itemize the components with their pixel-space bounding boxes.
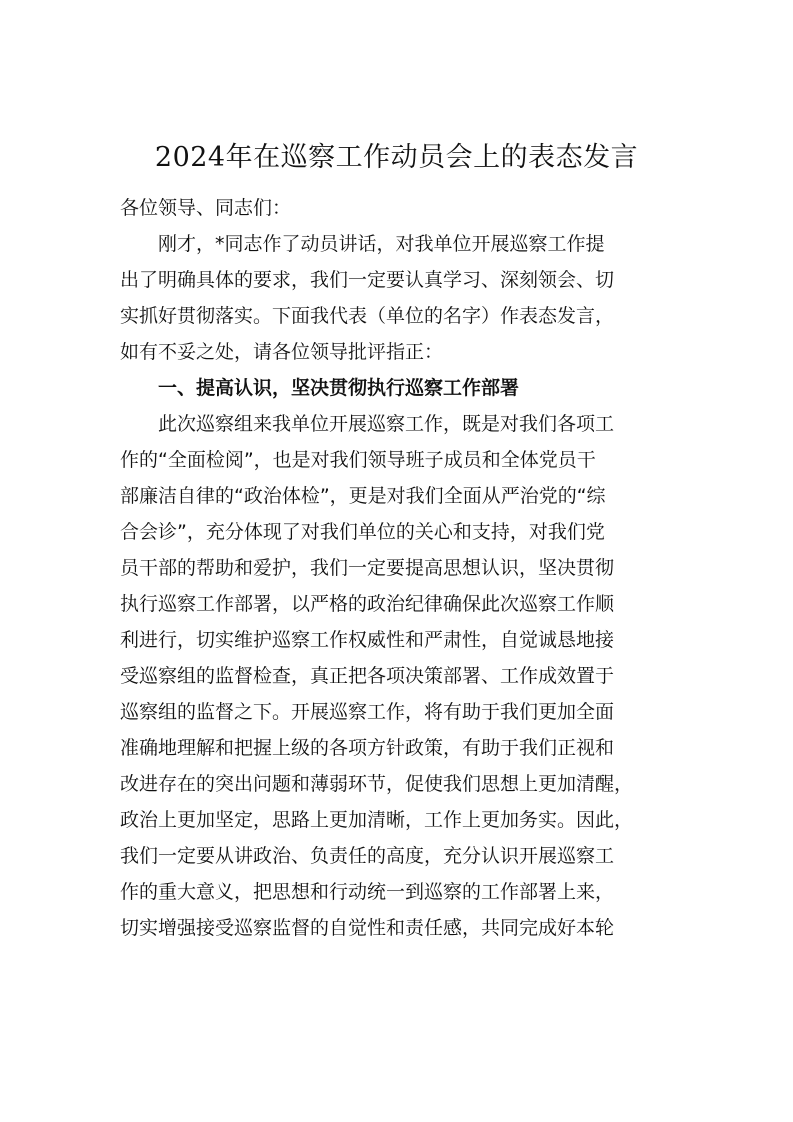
section1-line: 我们一定要从讲政治、负责任的高度，充分认识开展巡察工 (120, 845, 615, 867)
section1-line: 切实增强接受巡察监督的自觉性和责任感，共同完成好本轮 (120, 917, 615, 939)
section1-line: 员干部的帮助和爱护，我们一定要提高思想认识，坚决贯彻 (120, 557, 615, 579)
section1-line: 准确地理解和把握上级的各项方针政策，有助于我们正视和 (120, 737, 615, 759)
intro-line: 刚才，*同志作了动员讲话，对我单位开展巡察工作提 (158, 233, 605, 255)
section1-line: 受巡察组的监督检查，真正把各项决策部署、工作成效置于 (120, 665, 615, 687)
section1-line: 部廉洁自律的“政治体检”，更是对我们全面从严治党的“综 (120, 485, 606, 507)
section1-line: 作的“全面检阅”，也是对我们领导班子成员和全体党员干 (120, 449, 596, 471)
section1-line: 利进行，切实维护巡察工作权威性和严肃性，自觉诚恳地接 (120, 629, 615, 651)
section1-line: 巡察组的监督之下。开展巡察工作，将有助于我们更加全面 (120, 701, 615, 723)
section1-line: 合会诊”，充分体现了对我们单位的关心和支持，对我们党 (120, 521, 605, 543)
salutation: 各位领导、同志们： (120, 197, 292, 219)
section1-line: 作的重大意义，把思想和行动统一到巡察的工作部署上来， (120, 881, 615, 903)
section-heading: 一、提高认识，坚决贯彻执行巡察工作部署 (158, 377, 520, 399)
document-title: 2024年在巡察工作动员会上的表态发言 (154, 142, 639, 173)
intro-line: 如有不妥之处，请各位领导批评指正： (120, 341, 444, 363)
section1-line: 政治上更加坚定，思路上更加清晰，工作上更加务实。因此， (120, 809, 634, 831)
section1-line: 改进存在的突出问题和薄弱环节，促使我们思想上更加清醒， (120, 773, 634, 795)
document-body (120, 190, 690, 946)
section1-paragraph (120, 406, 690, 946)
intro-line: 实抓好贯彻落实。下面我代表（单位的名字）作表态发言， (120, 305, 615, 327)
intro-line: 出了明确具体的要求，我们一定要认真学习、深刻领会、切 (120, 269, 615, 291)
section1-line: 此次巡察组来我单位开展巡察工作，既是对我们各项工 (158, 413, 615, 435)
intro-paragraph (120, 226, 690, 370)
section1-line: 执行巡察工作部署，以严格的政治纪律确保此次巡察工作顺 (120, 593, 615, 615)
